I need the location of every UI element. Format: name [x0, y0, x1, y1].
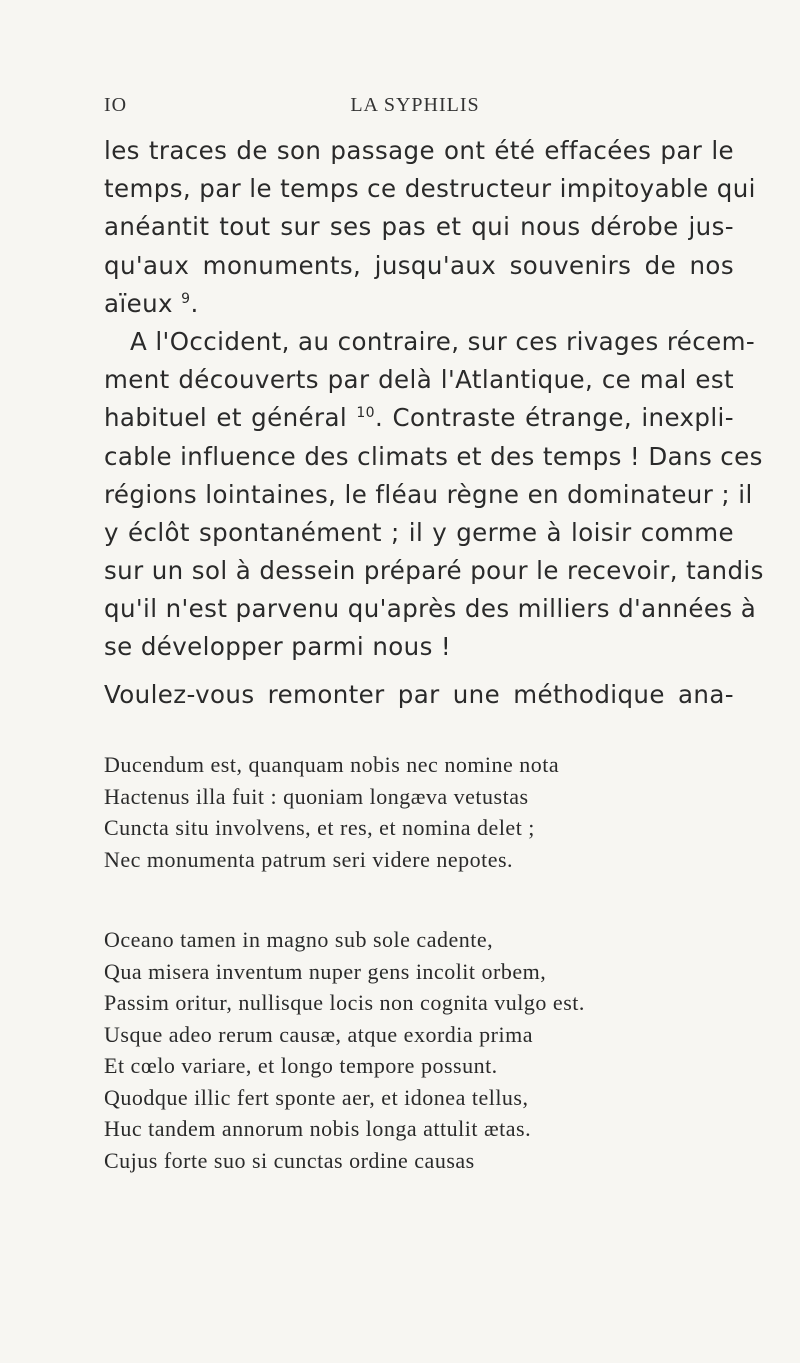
catchword-line: Voulez-vous remonter par une méthodique ana-: [104, 680, 734, 709]
text-line: y éclôt spontanément ; il y germe à loisir comme: [104, 517, 734, 547]
verse-line: Hactenus illa fuit : quoniam longæva vetustas: [104, 783, 529, 809]
text-line: anéantit tout sur ses pas et qui nous dérobe jus-: [104, 212, 734, 242]
verse-line: Qua misera inventum nuper gens incolit orbem,: [104, 958, 547, 984]
verse-line: Ducendum est, quanquam nobis nec nomine nota: [104, 752, 560, 777]
page-number: IO: [104, 94, 128, 116]
main-text: [104, 132, 764, 667]
verse-line: Cujus forte suo si cunctas ordine causas: [104, 1147, 475, 1173]
verse-line: Passim oritur, nullisque locis non cognita vulgo est.: [104, 990, 585, 1015]
text-line: ment découverts par delà l'Atlantique, ce mal est: [104, 365, 734, 395]
text-line: cable influence des climats et des temps ! Dans ces: [104, 441, 763, 471]
text-line: A l'Occident, au contraire, sur ces rivages récem-: [130, 326, 756, 356]
footnote-ref: 9: [181, 290, 191, 307]
running-title: LA SYPHILIS: [350, 94, 480, 116]
text-line: [104, 285, 734, 323]
text-fragment: Contraste étrange, inexpli-: [392, 403, 734, 433]
text-fragment: habituel et général: [104, 403, 348, 433]
footnote-ref: 10: [356, 405, 375, 422]
text-fragment: aïeux: [104, 288, 173, 318]
text-line: temps, par le temps ce destructeur impitoyable qui: [104, 174, 756, 204]
verse-line: Nec monumenta patrum seri videre nepotes.: [104, 846, 514, 872]
verse-stanza-2: [104, 924, 724, 1176]
text-line: qu'aux monuments, jusqu'aux souvenirs de nos: [104, 250, 734, 280]
verse-stanza-1: [104, 749, 724, 875]
text-line: sur un sol à dessein préparé pour le recevoir, tandis: [104, 556, 764, 586]
text-line: qu'il n'est parvenu qu'après des milliers d'années à: [104, 594, 757, 624]
verse-line: Usque adeo rerum causæ, atque exordia prima: [104, 1021, 533, 1047]
verse-line: Cuncta situ involvens, et res, et nomina delet ;: [104, 815, 535, 840]
verse-line: Et cœlo variare, et longo tempore possunt.: [104, 1053, 498, 1078]
page-header: [104, 94, 726, 124]
text-line: habituel et général $^{10}$. Contraste étrange, inexpli-: [104, 403, 734, 433]
text-line: régions lointaines, le fléau règne en dominateur ; il: [104, 479, 753, 509]
verse-line: Quodque illic fert sponte aer, et idonea tellus,: [104, 1084, 529, 1110]
punctuation: .: [190, 288, 199, 318]
verse-line: Oceano tamen in magno sub sole cadente,: [104, 927, 494, 952]
verse-line: Huc tandem annorum nobis longa attulit ætas.: [104, 1116, 532, 1141]
text-line: se développer parmi nous !: [104, 632, 452, 662]
text-line: les traces de son passage ont été effacées par le: [104, 136, 734, 165]
